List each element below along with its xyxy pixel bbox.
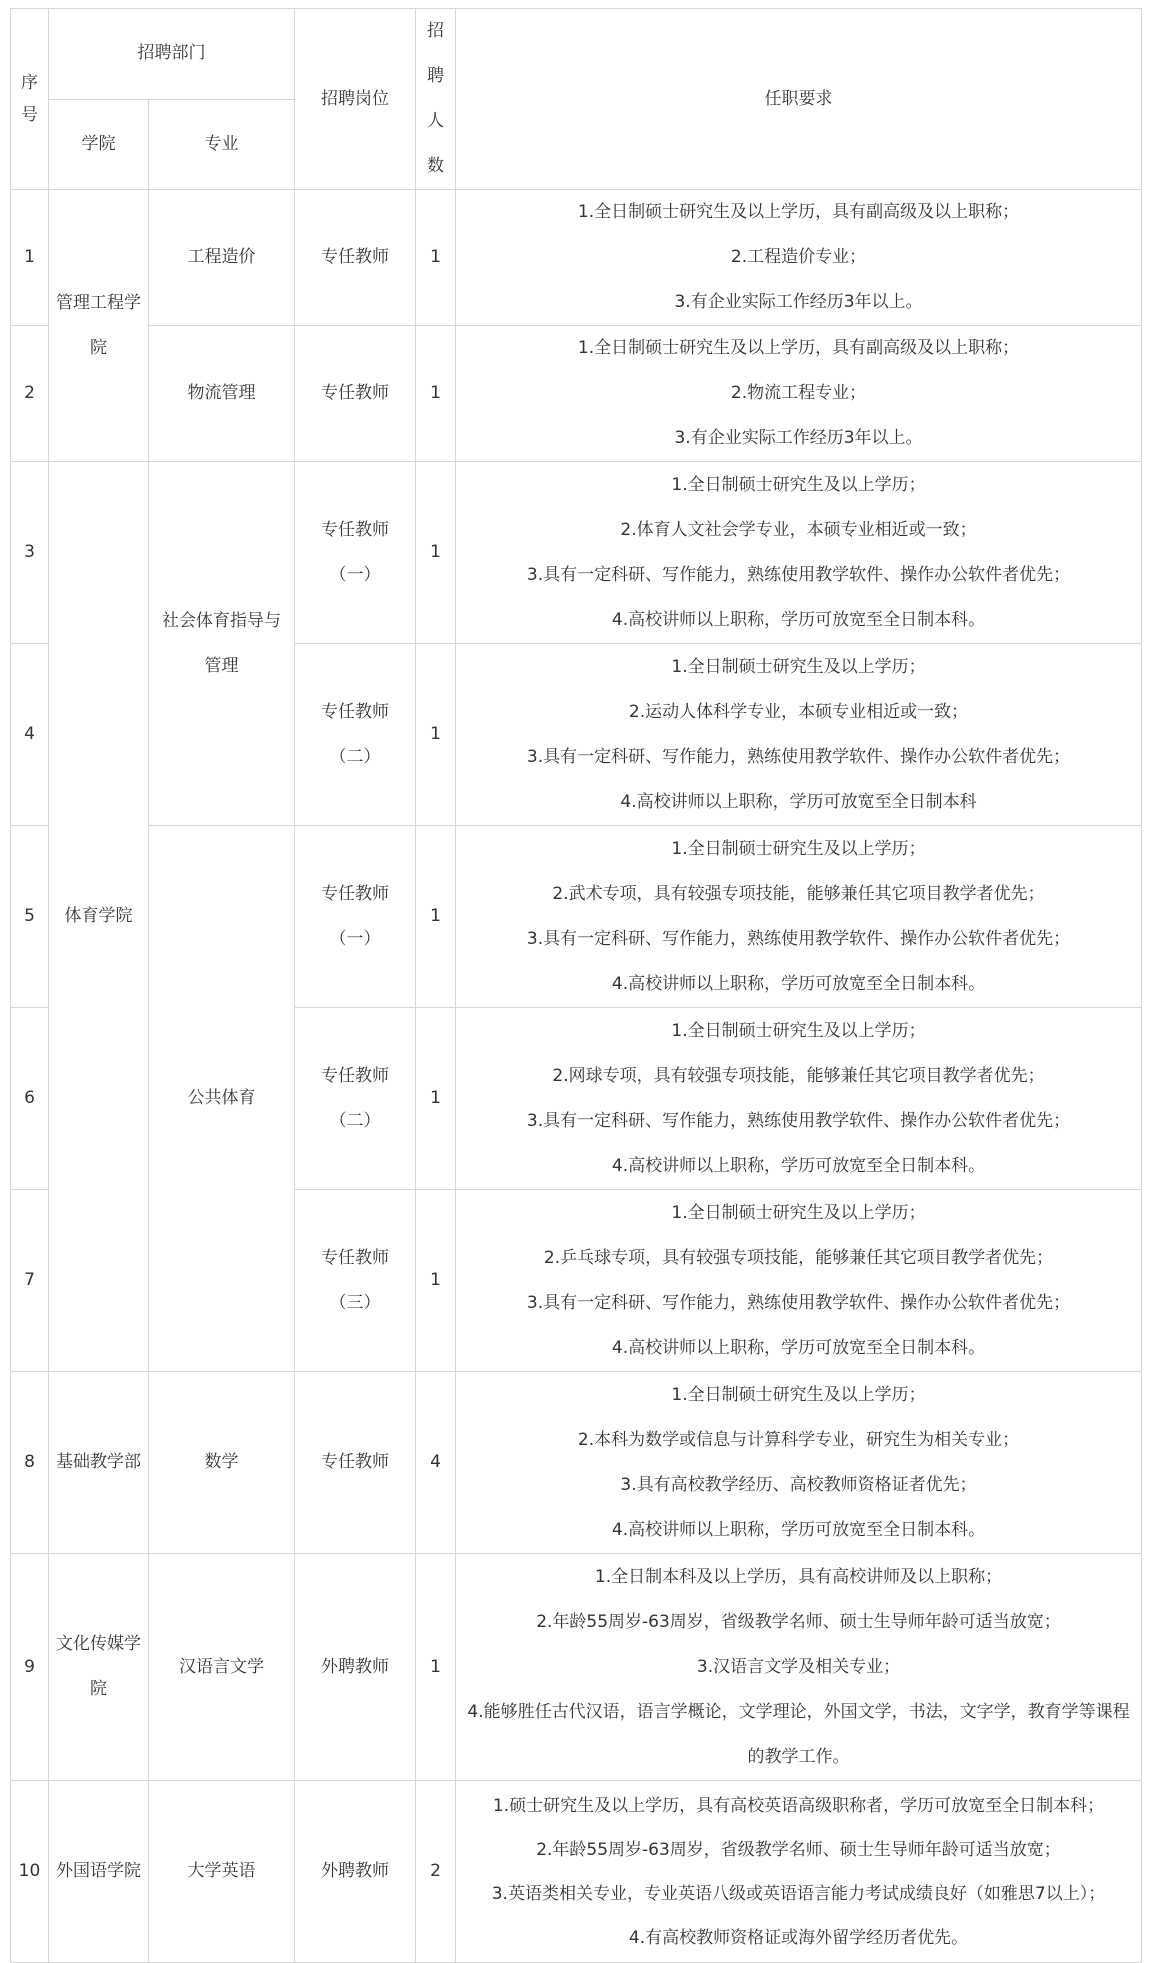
header-college: 学院 bbox=[49, 99, 149, 190]
requirement-line: 3.有企业实际工作经历3年以上。 bbox=[674, 292, 923, 312]
post-cell: 专任教师 bbox=[295, 1372, 416, 1554]
requirements-cell bbox=[456, 826, 1142, 1008]
major-cell: 汉语言文学 bbox=[149, 1554, 295, 1781]
requirement-line: 4.高校讲师以上职称，学历可放宽至全日制本科。 bbox=[611, 1337, 986, 1358]
row-seq: 9 bbox=[11, 1554, 49, 1781]
post-cell: 外聘教师 bbox=[295, 1554, 416, 1781]
count-cell: 1 bbox=[416, 644, 456, 826]
row-seq: 7 bbox=[11, 1190, 49, 1372]
requirement-line: 3.具有高校教学经历、高校教师资格证者优先； bbox=[620, 1474, 977, 1495]
college-cell: 外国语学院 bbox=[49, 1781, 149, 1963]
requirement-line: 1.全日制硕士研究生及以上学历； bbox=[671, 1202, 926, 1223]
count-cell: 1 bbox=[416, 326, 456, 462]
requirement-line: 4.高校讲师以上职称，学历可放宽至全日制本科。 bbox=[611, 973, 986, 994]
header-post: 招聘岗位 bbox=[295, 9, 416, 190]
requirement-line: 4.高校讲师以上职称，学历可放宽至全日制本科。 bbox=[611, 1155, 986, 1176]
row-seq: 10 bbox=[11, 1781, 49, 1963]
requirement-line: 2.体育人文社会学专业，本硕专业相近或一致； bbox=[620, 519, 977, 540]
post-cell: 专任教师 bbox=[295, 190, 416, 326]
requirements-cell bbox=[456, 190, 1142, 326]
requirement-line: 1.全日制本科及以上学历，具有高校讲师及以上职称； bbox=[594, 1566, 1003, 1587]
row-seq: 2 bbox=[11, 326, 49, 462]
college-cell: 基础教学部 bbox=[49, 1372, 149, 1554]
row-seq: 5 bbox=[11, 826, 49, 1008]
header-major: 专业 bbox=[149, 99, 295, 190]
row-seq: 4 bbox=[11, 644, 49, 826]
requirement-line: 1.全日制硕士研究生及以上学历； bbox=[671, 1020, 926, 1041]
count-cell: 4 bbox=[416, 1372, 456, 1554]
post-cell: 专任教师 bbox=[295, 326, 416, 462]
requirement-line: 4.高校讲师以上职称，学历可放宽至全日制本科 bbox=[620, 791, 977, 812]
major-cell: 大学英语 bbox=[149, 1781, 295, 1963]
header-row bbox=[11, 9, 1142, 100]
count-cell: 1 bbox=[416, 1554, 456, 1781]
requirement-line: 4.有高校教师资格证或海外留学经历者优先。 bbox=[628, 1927, 969, 1948]
requirement-line: 2.乒乓球专项，具有较强专项技能，能够兼任其它项目教学者优先； bbox=[543, 1247, 1054, 1268]
post-cell: 专任教师（一） bbox=[295, 462, 416, 644]
requirement-line: 1.全日制硕士研究生及以上学历； bbox=[671, 838, 926, 859]
requirement-line: 1.硕士研究生及以上学历，具有高校英语高级职称者，学历可放宽至全日制本科； bbox=[492, 1795, 1105, 1816]
requirements-cell bbox=[456, 1008, 1142, 1190]
requirement-line: 2.本科为数学或信息与计算科学专业，研究生为相关专业； bbox=[577, 1429, 1020, 1450]
college-cell: 管理工程学院 bbox=[49, 190, 149, 462]
table-row bbox=[11, 1372, 1142, 1554]
header-count: 招聘人数 bbox=[416, 9, 456, 190]
post-cell: 外聘教师 bbox=[295, 1781, 416, 1963]
requirements-cell bbox=[456, 326, 1142, 462]
requirement-line: 1.全日制硕士研究生及以上学历； bbox=[671, 656, 926, 677]
requirements-cell bbox=[456, 1781, 1142, 1963]
row-seq: 3 bbox=[11, 462, 49, 644]
post-cell: 专任教师（一） bbox=[295, 826, 416, 1008]
requirement-line: 3.英语类相关专业，专业英语八级或英语语言能力考试成绩良好（如雅思7以上）； bbox=[491, 1883, 1106, 1904]
count-cell: 1 bbox=[416, 462, 456, 644]
requirement-line: 2.工程造价专业； bbox=[730, 247, 867, 267]
requirement-line: 3.具有一定科研、写作能力，熟练使用教学软件、操作办公软件者优先； bbox=[526, 1292, 1071, 1313]
major-cell: 物流管理 bbox=[149, 326, 295, 462]
college-cell: 文化传媒学院 bbox=[49, 1554, 149, 1781]
requirements-cell bbox=[456, 1190, 1142, 1372]
table-row bbox=[11, 326, 1142, 462]
recruitment-table bbox=[10, 8, 1142, 1963]
post-cell: 专任教师（二） bbox=[295, 1008, 416, 1190]
table-row bbox=[11, 462, 1142, 644]
requirement-line: 3.具有一定科研、写作能力，熟练使用教学软件、操作办公软件者优先； bbox=[526, 746, 1071, 767]
requirement-line: 3.具有一定科研、写作能力，熟练使用教学软件、操作办公软件者优先； bbox=[526, 564, 1071, 585]
count-cell: 1 bbox=[416, 1190, 456, 1372]
requirement-line: 2.物流工程专业； bbox=[730, 383, 867, 403]
requirement-line: 2.运动人体科学专业，本硕专业相近或一致； bbox=[628, 701, 969, 722]
table-row bbox=[11, 826, 1142, 1008]
row-seq: 8 bbox=[11, 1372, 49, 1554]
table-row bbox=[11, 190, 1142, 326]
requirement-line: 3.汉语言文学及相关专业； bbox=[696, 1656, 901, 1677]
requirements-cell bbox=[456, 462, 1142, 644]
header-department: 招聘部门 bbox=[49, 9, 295, 100]
requirement-line: 1.全日制硕士研究生及以上学历，具有副高级及以上职称； bbox=[577, 202, 1020, 222]
requirement-line: 3.有企业实际工作经历3年以上。 bbox=[674, 428, 923, 448]
header-seq: 序号 bbox=[11, 9, 49, 190]
requirements-cell bbox=[456, 1554, 1142, 1781]
requirement-line: 1.全日制硕士研究生及以上学历； bbox=[671, 1384, 926, 1405]
count-cell: 1 bbox=[416, 190, 456, 326]
major-cell: 工程造价 bbox=[149, 190, 295, 326]
post-cell: 专任教师（二） bbox=[295, 644, 416, 826]
requirement-line: 2.武术专项，具有较强专项技能，能够兼任其它项目教学者优先； bbox=[552, 883, 1045, 904]
requirement-line: 1.全日制硕士研究生及以上学历，具有副高级及以上职称； bbox=[577, 338, 1020, 358]
table-row bbox=[11, 1554, 1142, 1781]
count-cell: 1 bbox=[416, 826, 456, 1008]
requirements-cell bbox=[456, 1372, 1142, 1554]
requirement-line: 2.年龄55周岁-63周岁，省级教学名师、硕士生导师年龄可适当放宽； bbox=[536, 1839, 1061, 1860]
requirements-cell bbox=[456, 644, 1142, 826]
college-cell: 体育学院 bbox=[49, 462, 149, 1372]
major-cell: 社会体育指导与管理 bbox=[149, 462, 295, 826]
major-cell: 数学 bbox=[149, 1372, 295, 1554]
requirement-line: 4.高校讲师以上职称，学历可放宽至全日制本科。 bbox=[611, 609, 986, 630]
row-seq: 6 bbox=[11, 1008, 49, 1190]
count-cell: 1 bbox=[416, 1008, 456, 1190]
requirement-line: 4.能够胜任古代汉语，语言学概论，文学理论，外国文学，书法，文字学，教育学等课程的教学工作。 bbox=[467, 1701, 1130, 1767]
table-row bbox=[11, 1781, 1142, 1963]
row-seq: 1 bbox=[11, 190, 49, 326]
header-requirements: 任职要求 bbox=[456, 9, 1142, 190]
post-cell: 专任教师（三） bbox=[295, 1190, 416, 1372]
requirement-line: 3.具有一定科研、写作能力，熟练使用教学软件、操作办公软件者优先； bbox=[526, 928, 1071, 949]
requirement-line: 2.网球专项，具有较强专项技能，能够兼任其它项目教学者优先； bbox=[552, 1065, 1045, 1086]
requirement-line: 3.具有一定科研、写作能力，熟练使用教学软件、操作办公软件者优先； bbox=[526, 1110, 1071, 1131]
requirement-line: 4.高校讲师以上职称，学历可放宽至全日制本科。 bbox=[611, 1519, 986, 1540]
requirement-line: 1.全日制硕士研究生及以上学历； bbox=[671, 474, 926, 495]
major-cell: 公共体育 bbox=[149, 826, 295, 1372]
count-cell: 2 bbox=[416, 1781, 456, 1963]
requirement-line: 2.年龄55周岁-63周岁，省级教学名师、硕士生导师年龄可适当放宽； bbox=[536, 1611, 1061, 1632]
